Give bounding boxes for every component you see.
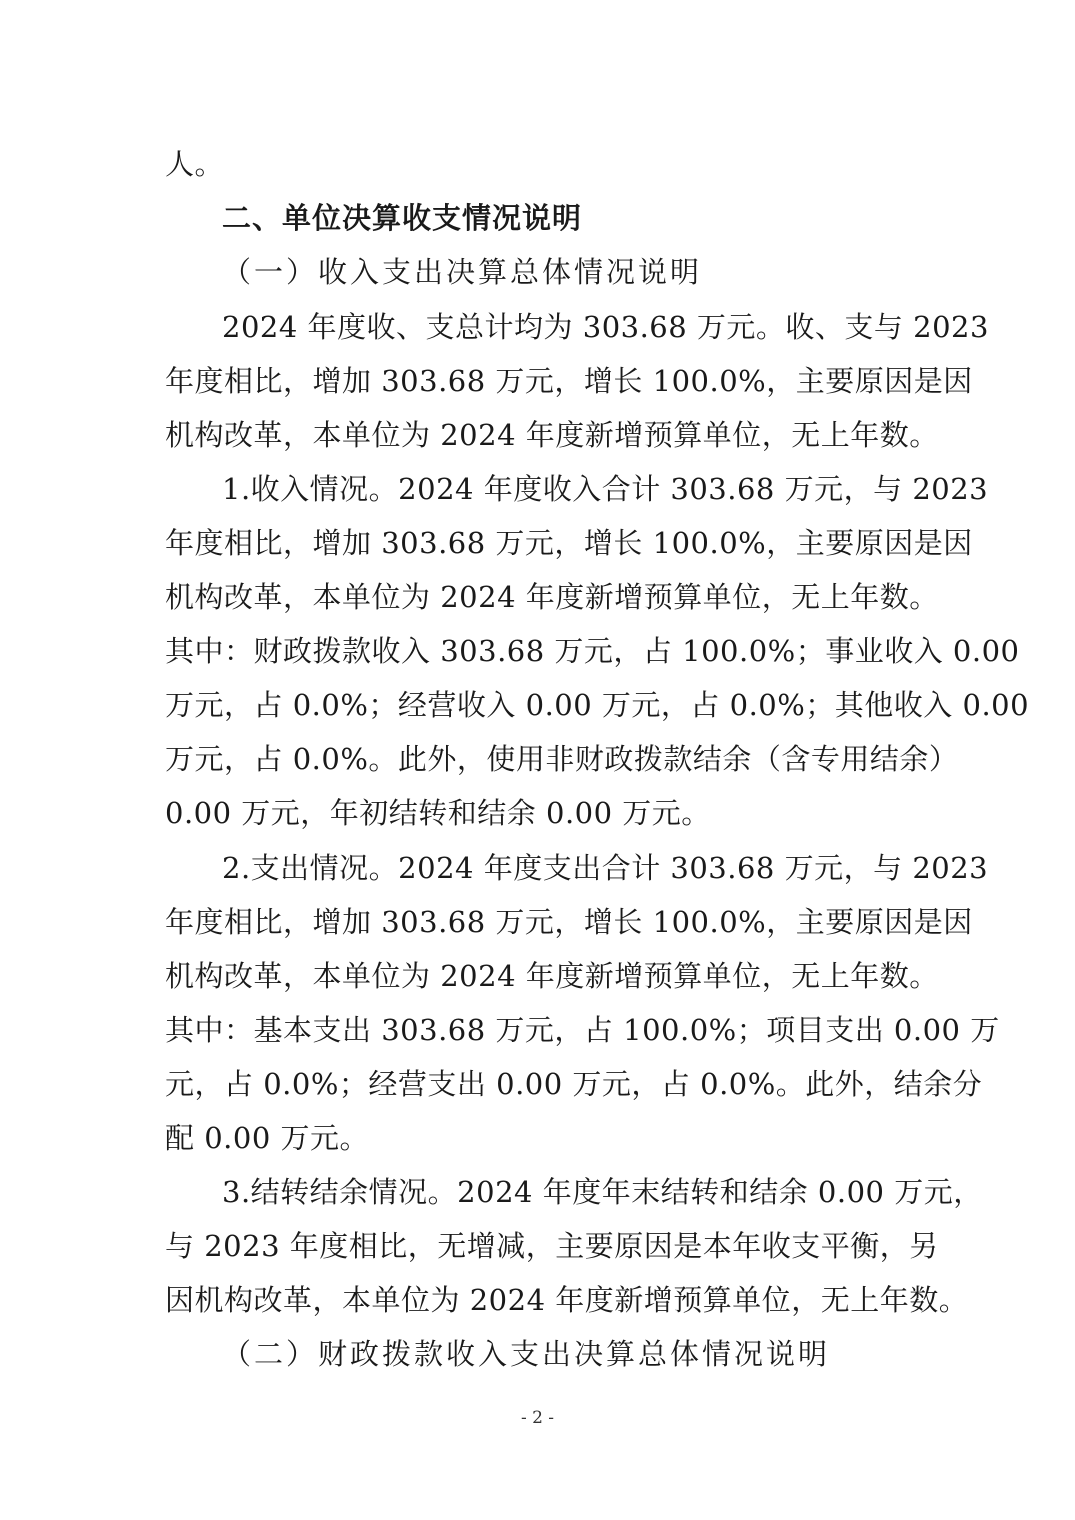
- subsection-heading-2: （二）财政拨款收入支出决算总体情况说明: [222, 1337, 831, 1371]
- paragraph-line: 年度相比，增加 303.68 万元，增长 100.0%，主要原因是因: [165, 905, 973, 939]
- paragraph-line: 机构改革，本单位为 2024 年度新增预算单位，无上年数。: [165, 418, 939, 452]
- paragraph-line: 0.00 万元，年初结转和结余 0.00 万元。: [165, 796, 711, 830]
- paragraph-line: 因机构改革，本单位为 2024 年度新增预算单位，无上年数。: [165, 1283, 969, 1317]
- paragraph-line: 机构改革，本单位为 2024 年度新增预算单位，无上年数。: [165, 580, 939, 614]
- page-number: - 2 -: [520, 1408, 555, 1428]
- paragraph-line: 元，占 0.0%；经营支出 0.00 万元，占 0.0%。此外，结余分: [165, 1067, 983, 1101]
- paragraph-line: 其中：基本支出 303.68 万元，占 100.0%；项目支出 0.00 万: [165, 1013, 1000, 1047]
- paragraph-line: 其中：财政拨款收入 303.68 万元，占 100.0%；事业收入 0.00: [165, 634, 1020, 668]
- paragraph-line: 2024 年度收、支总计均为 303.68 万元。收、支与 2023: [222, 310, 989, 344]
- paragraph-line: 年度相比，增加 303.68 万元，增长 100.0%，主要原因是因: [165, 526, 973, 560]
- paragraph-line: 1.收入情况。2024 年度收入合计 303.68 万元，与 2023: [222, 472, 989, 506]
- paragraph-line: 万元，占 0.0%。此外，使用非财政拨款结余（含专用结余）: [165, 742, 959, 776]
- paragraph-line: 2.支出情况。2024 年度支出合计 303.68 万元，与 2023: [222, 851, 989, 885]
- paragraph-line: 万元，占 0.0%；经营收入 0.00 万元，占 0.0%；其他收入 0.00: [165, 688, 1030, 722]
- paragraph-line: 机构改革，本单位为 2024 年度新增预算单位，无上年数。: [165, 959, 939, 993]
- subsection-heading-1: （一）收入支出决算总体情况说明: [222, 255, 703, 289]
- paragraph-line: 与 2023 年度相比，无增减，主要原因是本年收支平衡，另: [165, 1229, 939, 1263]
- section-heading: 二、单位决算收支情况说明: [222, 201, 583, 235]
- paragraph-continuation: 人。: [165, 147, 225, 181]
- paragraph-line: 年度相比，增加 303.68 万元，增长 100.0%，主要原因是因: [165, 364, 973, 398]
- paragraph-line: 3.结转结余情况。2024 年度年末结转和结余 0.00 万元，: [222, 1175, 983, 1209]
- paragraph-line: 配 0.00 万元。: [165, 1121, 370, 1155]
